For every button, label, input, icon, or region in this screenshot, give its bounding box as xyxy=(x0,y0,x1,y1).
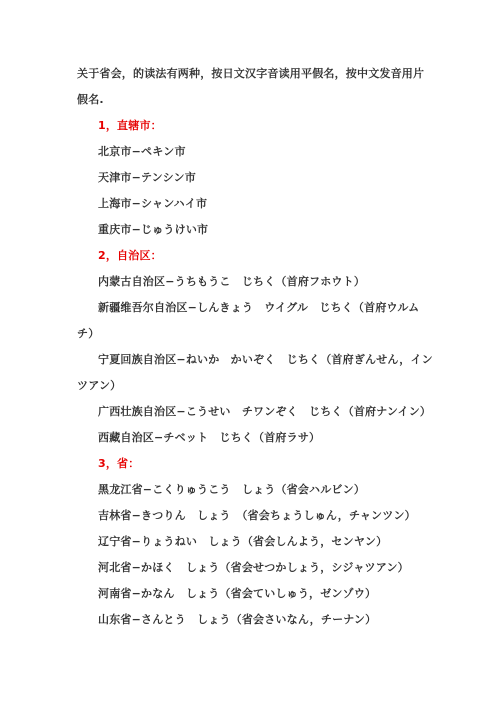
list-item-continuation: ツアン） xyxy=(77,379,122,392)
intro-line-1: 关于省会，的读法有两种，按日文汉字音读用平假名，按中文发音用片 xyxy=(77,67,425,80)
section-heading-municipalities: 1，直辖市： xyxy=(98,119,162,132)
list-item: 上海市−シャンハイ市 xyxy=(98,197,208,210)
list-item: 广西壮族自治区−こうせい チワンぞく じちく（首府ナンイン） xyxy=(98,405,432,418)
list-item: 北京市−ペキン市 xyxy=(98,145,186,158)
list-item-continuation: チ） xyxy=(77,327,100,340)
list-item: 辽宁省−りょうねい しょう（省会しんよう，センヤン） xyxy=(98,535,388,548)
list-item: 吉林省−きつりん しょう （省会ちょうしゅん，チャンツン） xyxy=(98,509,416,522)
list-item: 内蒙古自治区−うちもうこ じちく（首府フホウト） xyxy=(98,275,366,288)
list-item: 河北省−かほく しょう（省会せつかしょう，シジャツアン） xyxy=(98,561,409,574)
intro-line-2: 假名. xyxy=(77,93,104,106)
section-heading-provinces: 3，省： xyxy=(98,457,140,470)
list-item: 宁夏回族自治区−ねいか かいぞく じちく（首府ぎんせん，イン xyxy=(98,353,433,366)
list-item: 西藏自治区−チベット じちく（首府ラサ） xyxy=(98,431,321,444)
list-item: 新疆维吾尔自治区−しんきょう ウイグル じちく（首府ウルム xyxy=(98,301,420,314)
section-heading-autonomous-regions: 2，自治区： xyxy=(98,249,162,262)
list-item: 山东省−さんとう しょう（省会さいなん，チーナン） xyxy=(98,613,377,626)
list-item: 天津市−テンシン市 xyxy=(98,171,196,184)
list-item: 河南省−かなん しょう（省会ていしゅう，ゼンゾウ） xyxy=(98,587,377,600)
list-item: 黑龙江省−こくりゅうこう しょう（省会ハルビン） xyxy=(98,483,366,496)
list-item: 重庆市−じゅうけい市 xyxy=(98,223,209,236)
